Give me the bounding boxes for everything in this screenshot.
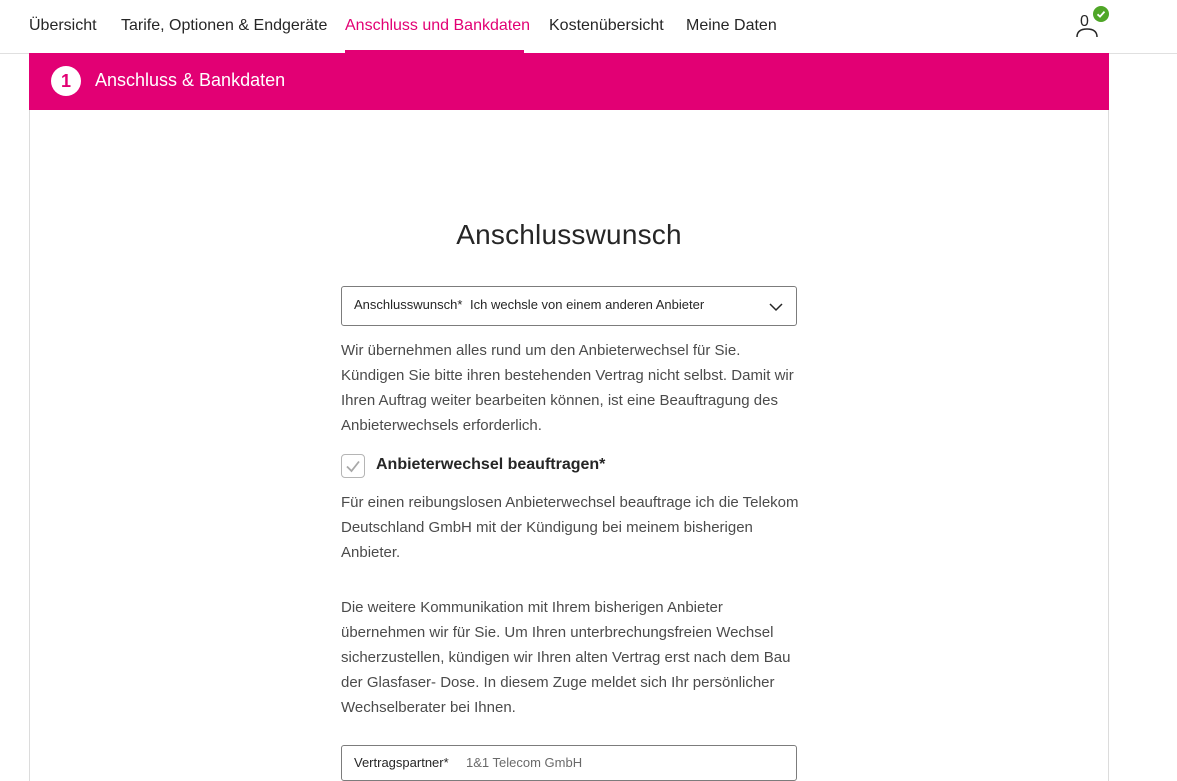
top-navigation <box>0 0 1177 54</box>
check-circle-icon <box>1093 6 1109 22</box>
user-count: 0 <box>1080 13 1089 30</box>
checkbox-label[interactable]: Anbieterwechsel beauftragen* <box>376 456 606 473</box>
select-label: Anschlusswunsch* <box>354 297 463 312</box>
communication-text: Die weitere Kommunikation mit Ihrem bisherigen Anbieter übernehmen wir für Sie. Um Ihren unterbrechungsfreien Wechsel sicherzustellen, kündigen wir Ihren alten Vertrag erst nach dem Bau der Glasfaser- Dose. In diesem Zuge meldet sich Ihr persönlicher Wechselberater bei Ihnen. <box>341 599 791 716</box>
select-value: Ich wechsle von einem anderen Anbieter <box>470 297 705 312</box>
nav-item-kostenuebersicht[interactable]: Kostenübersicht <box>549 17 664 34</box>
consent-text: Für einen reibungslosen Anbieterwechsel beauftrage ich die Telekom Deutschland GmbH mit der Kündigung bei meinem bisherigen Anbieter. <box>341 494 799 561</box>
step-title: Anschluss & Bankdaten <box>95 70 286 90</box>
step-number: 1 <box>51 66 81 96</box>
nav-item-tarife[interactable]: Tarife, Optionen & Endgeräte <box>121 17 328 34</box>
nav-item-anschluss-bankdaten[interactable]: Anschluss und Bankdaten <box>345 17 531 34</box>
input-value: 1&1 Telecom GmbH <box>466 755 583 770</box>
anschlusswunsch-select[interactable] <box>341 286 797 326</box>
chevron-down-icon <box>768 299 784 315</box>
anbieterwechsel-checkbox[interactable] <box>341 454 365 478</box>
checkmark-icon <box>342 455 364 477</box>
intro-text: Wir übernehmen alles rund um den Anbieterwechsel für Sie. Kündigen Sie bitte ihren bestehenden Vertrag nicht selbst. Damit wir Ihren Auftrag weiter bearbeiten können, ist eine Beauftragung des Anbieterwechsels erforderlich. <box>341 342 794 434</box>
user-account-button[interactable] <box>1071 6 1111 40</box>
step-banner <box>29 53 1109 110</box>
nav-item-uebersicht[interactable]: Übersicht <box>29 17 97 34</box>
vertragspartner-field[interactable] <box>341 745 797 781</box>
section-heading: Anschlusswunsch <box>456 219 682 250</box>
input-label: Vertragspartner* <box>354 755 449 770</box>
nav-item-meine-daten[interactable]: Meine Daten <box>686 17 777 34</box>
